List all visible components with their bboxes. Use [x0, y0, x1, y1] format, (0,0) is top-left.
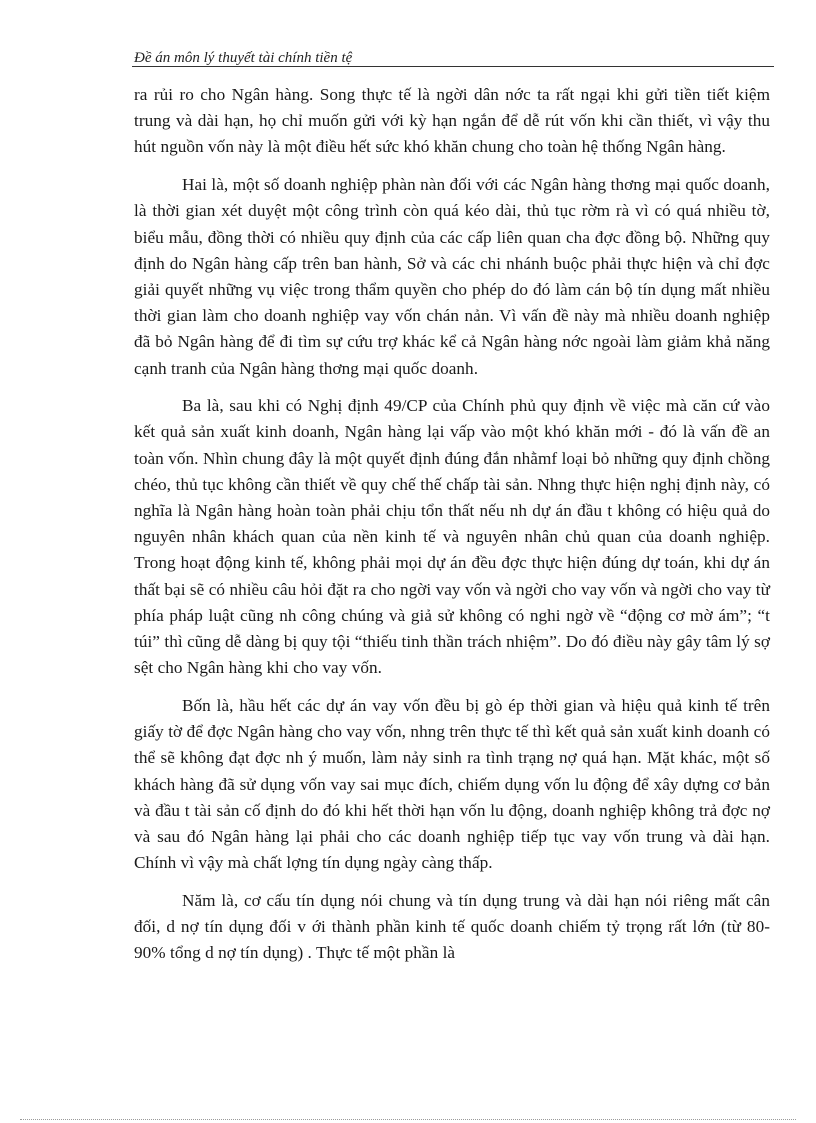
page-bottom-divider	[20, 1119, 796, 1120]
paragraph-ba-la: Ba là, sau khi có Nghị định 49/CP của Chính phủ quy định về việc mà căn cứ vào kết quả sản xuất kinh doanh, Ngân hàng lại vấp vào một khó khăn mới - đó là vấn đề an toàn vốn. Nhìn chung đây là một quyết định đúng đắn nhằmf loại bỏ những quy định chồng chéo, thủ tục không cần thiết về quy chế thế chấp tài sản. Nhng thực hiện nghị định này, có nghĩa là Ngân hàng hoàn toàn phải chịu tổn thất nếu nh dự án đầu t không có hiệu quả do nguyên nhân khách quan của nền kinh tế và nguyên nhân chủ quan của doanh nghiệp. Trong hoạt động kinh tế, không phải mọi dự án đều đợc thực hiện đúng dự toán, khi dự án thất bại sẽ có nhiều câu hỏi đặt ra cho ngời vay vốn và ngời cho vay vốn và ngời cho vay từ phía pháp luật cũng nh công chúng và giả sử không có nghi ngờ về “động cơ mờ ám”; “t túi” thì cũng dễ dàng bị quy tội “thiếu tinh thần trách nhiệm”. Do đó điều này gây tâm lý sợ sệt cho Ngân hàng khi cho vay vốn.	[134, 396, 770, 678]
paragraph-continuation: ra rủi ro cho Ngân hàng. Song thực tế là ngời dân nớc ta rất ngại khi gửi tiền tiết kiệm trung và dài hạn, họ chỉ muốn gửi với kỳ hạn ngắn để dễ rút vốn khi cần thiết, vì vậy thu hút nguồn vốn này là một điều hết sức khó khăn chung cho toàn hệ thống Ngân hàng.	[134, 85, 770, 157]
document-body	[134, 82, 770, 978]
running-header: Đề án môn lý thuyết tài chính tiền tệ	[134, 50, 353, 66]
paragraph-bon-la: Bốn là, hầu hết các dự án vay vốn đều bị gò ép thời gian và hiệu quả kinh tế trên giấy tờ để đợc Ngân hàng cho vay vốn, nhng trên thực tế thì kết quả sản xuất kinh doanh có thể sẽ không đạt đợc nh ý muốn, làm nảy sinh ra tình trạng nợ quá hạn. Mặt khác, một số khách hàng đã sử dụng vốn vay sai mục đích, chiếm dụng vốn lu động để xây dựng cơ bản và đầu t tài sản cố định do đó khi hết thời hạn vốn lu động, doanh nghiệp không trả đợc nợ và sau đó Ngân hàng lại phải cho các doanh nghiệp tiếp tục vay vốn trung và dài hạn. Chính vì vậy mà chất lợng tín dụng ngày càng thấp.	[134, 695, 770, 873]
header-divider	[132, 66, 774, 67]
paragraph-hai-la: Hai là, một số doanh nghiệp phàn nàn đối với các Ngân hàng thơng mại quốc doanh, là thời gian xét duyệt một công trình còn quá kéo dài, thủ tục rờm rà vì có quá nhiều tờ, biểu mẫu, đồng thời có nhiều quy định của các cấp liên quan cha đợc đồng bộ. Những quy định do Ngân hàng cấp trên ban hành, Sở và các chi nhánh buộc phải thực hiện và chỉ đợc giải quyết những vụ việc trong thẩm quyền cho phép do đó làm cán bộ tín dụng mất nhiều thời gian làm cho doanh nghiệp vay vốn chán nản. Vì vấn đề này mà nhiều doanh nghiệp đã bỏ Ngân hàng để đi tìm sự cứu trợ khác kể cả Ngân hàng nớc ngoài làm giảm khả năng cạnh tranh của Ngân hàng thơng mại quốc doanh.	[134, 175, 770, 378]
paragraph-nam-la: Năm là, cơ cấu tín dụng nói chung và tín dụng trung và dài hạn nói riêng mất cân đối, d nợ tín dụng đối v ới thành phần kinh tế quốc doanh chiếm tỷ trọng rất lớn (từ 80-90% tổng d nợ tín dụng) . Thực tế một phần là	[134, 890, 770, 963]
